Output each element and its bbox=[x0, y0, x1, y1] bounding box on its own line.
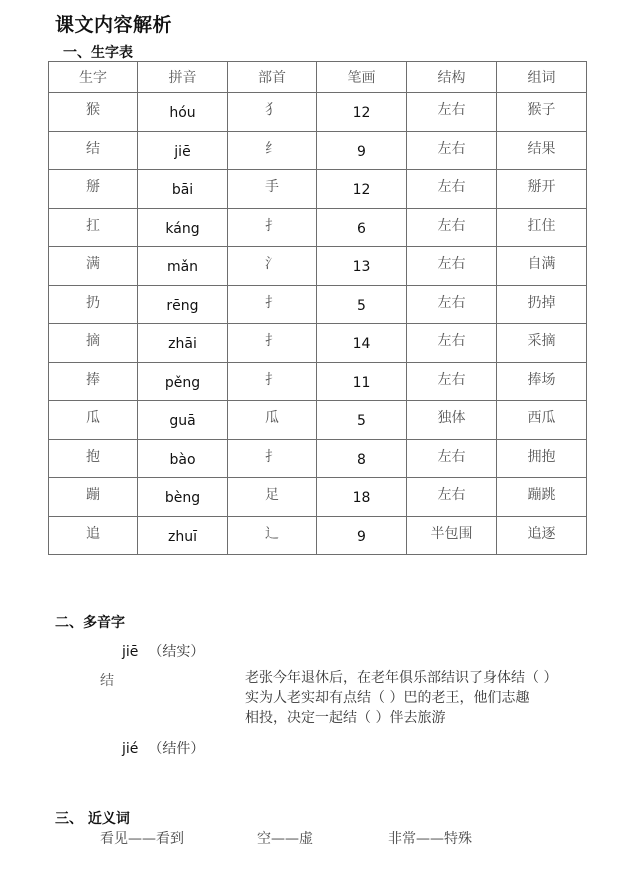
cell-structure: 左右 bbox=[407, 439, 497, 478]
cell-strokes: 12 bbox=[317, 93, 407, 132]
cell-pinyin: jiē bbox=[138, 131, 228, 170]
cell-structure: 左右 bbox=[407, 362, 497, 401]
polyphonic-reading-2 bbox=[122, 738, 204, 758]
table-row bbox=[49, 170, 587, 209]
cell-character: 满 bbox=[49, 247, 138, 286]
cell-strokes: 12 bbox=[317, 170, 407, 209]
sentence-line: 实为人老实却有点结（ ）巴的老王，他们志趣 bbox=[245, 690, 530, 706]
reading-example: （结实） bbox=[148, 644, 205, 660]
table-row bbox=[49, 478, 587, 517]
table-header-row bbox=[49, 62, 587, 93]
sentence-line: 老张今年退休后，在老年俱乐部结识了身体结（ ） bbox=[245, 670, 558, 686]
cell-character: 猴 bbox=[49, 93, 138, 132]
new-characters-table bbox=[48, 61, 587, 555]
section-heading-new-characters: 一、生字表 bbox=[63, 45, 133, 61]
cell-word: 追逐 bbox=[497, 516, 587, 555]
cell-structure: 左右 bbox=[407, 208, 497, 247]
cell-radical: 辶 bbox=[228, 516, 317, 555]
cell-structure: 左右 bbox=[407, 247, 497, 286]
reading-example: （结件） bbox=[148, 741, 205, 757]
table-row bbox=[49, 208, 587, 247]
cell-word: 拥抱 bbox=[497, 439, 587, 478]
synonym-pair: 空——虚 bbox=[257, 831, 313, 847]
reading-pinyin: jiē bbox=[122, 644, 139, 660]
cell-radical: 瓜 bbox=[228, 401, 317, 440]
cell-strokes: 8 bbox=[317, 439, 407, 478]
cell-radical: 扌 bbox=[228, 439, 317, 478]
cell-character: 抱 bbox=[49, 439, 138, 478]
cell-word: 扔掉 bbox=[497, 285, 587, 324]
synonym-pair: 看见——看到 bbox=[100, 831, 184, 847]
column-header-strokes: 笔画 bbox=[317, 62, 407, 93]
cell-radical: 扌 bbox=[228, 362, 317, 401]
cell-radical: 扌 bbox=[228, 324, 317, 363]
cell-word: 捧场 bbox=[497, 362, 587, 401]
cell-strokes: 9 bbox=[317, 516, 407, 555]
cell-structure: 左右 bbox=[407, 285, 497, 324]
polyphonic-reading-1 bbox=[122, 641, 204, 661]
cell-word: 猴子 bbox=[497, 93, 587, 132]
cell-structure: 左右 bbox=[407, 93, 497, 132]
cell-character: 蹦 bbox=[49, 478, 138, 517]
table-row bbox=[49, 131, 587, 170]
section-heading-synonyms: 三、 近义词 bbox=[55, 811, 130, 827]
cell-radical: 犭 bbox=[228, 93, 317, 132]
cell-pinyin: pěng bbox=[138, 362, 228, 401]
table-row bbox=[49, 362, 587, 401]
cell-pinyin: bào bbox=[138, 439, 228, 478]
cell-word: 采摘 bbox=[497, 324, 587, 363]
cell-pinyin: hóu bbox=[138, 93, 228, 132]
table-row bbox=[49, 401, 587, 440]
cell-strokes: 5 bbox=[317, 401, 407, 440]
column-header-radical: 部首 bbox=[228, 62, 317, 93]
cell-word: 蹦跳 bbox=[497, 478, 587, 517]
sentence-line: 相投，决定一起结（ ）伴去旅游 bbox=[245, 710, 446, 726]
cell-strokes: 9 bbox=[317, 131, 407, 170]
cell-character: 捧 bbox=[49, 362, 138, 401]
cell-structure: 左右 bbox=[407, 170, 497, 209]
cell-radical: 手 bbox=[228, 170, 317, 209]
cell-pinyin: káng bbox=[138, 208, 228, 247]
cell-structure: 半包围 bbox=[407, 516, 497, 555]
table-row bbox=[49, 439, 587, 478]
cell-word: 西瓜 bbox=[497, 401, 587, 440]
column-header-character: 生字 bbox=[49, 62, 138, 93]
cell-word: 自满 bbox=[497, 247, 587, 286]
cell-pinyin: zhāi bbox=[138, 324, 228, 363]
cell-word: 结果 bbox=[497, 131, 587, 170]
column-header-word: 组词 bbox=[497, 62, 587, 93]
table-row bbox=[49, 93, 587, 132]
polyphonic-character: 结 bbox=[100, 673, 114, 689]
cell-strokes: 11 bbox=[317, 362, 407, 401]
cell-strokes: 14 bbox=[317, 324, 407, 363]
table-row bbox=[49, 516, 587, 555]
cell-pinyin: bèng bbox=[138, 478, 228, 517]
cell-pinyin: bāi bbox=[138, 170, 228, 209]
cell-strokes: 6 bbox=[317, 208, 407, 247]
cell-pinyin: rēng bbox=[138, 285, 228, 324]
cell-radical: 纟 bbox=[228, 131, 317, 170]
cell-strokes: 5 bbox=[317, 285, 407, 324]
cell-radical: 扌 bbox=[228, 208, 317, 247]
section-heading-polyphonic: 二、多音字 bbox=[55, 615, 125, 631]
cell-structure: 独体 bbox=[407, 401, 497, 440]
polyphonic-exercise-sentence bbox=[245, 668, 595, 728]
table-row bbox=[49, 285, 587, 324]
table-row bbox=[49, 324, 587, 363]
table-row bbox=[49, 247, 587, 286]
cell-character: 扛 bbox=[49, 208, 138, 247]
cell-structure: 左右 bbox=[407, 478, 497, 517]
cell-radical: 氵 bbox=[228, 247, 317, 286]
cell-word: 扛住 bbox=[497, 208, 587, 247]
cell-radical: 足 bbox=[228, 478, 317, 517]
synonym-pair: 非常——特殊 bbox=[388, 831, 472, 847]
page-title: 课文内容解析 bbox=[55, 14, 173, 36]
cell-character: 结 bbox=[49, 131, 138, 170]
cell-character: 掰 bbox=[49, 170, 138, 209]
cell-word: 掰开 bbox=[497, 170, 587, 209]
cell-strokes: 18 bbox=[317, 478, 407, 517]
column-header-pinyin: 拼音 bbox=[138, 62, 228, 93]
cell-structure: 左右 bbox=[407, 131, 497, 170]
cell-pinyin: zhuī bbox=[138, 516, 228, 555]
cell-character: 摘 bbox=[49, 324, 138, 363]
cell-strokes: 13 bbox=[317, 247, 407, 286]
cell-pinyin: guā bbox=[138, 401, 228, 440]
cell-structure: 左右 bbox=[407, 324, 497, 363]
cell-character: 追 bbox=[49, 516, 138, 555]
column-header-structure: 结构 bbox=[407, 62, 497, 93]
cell-pinyin: mǎn bbox=[138, 247, 228, 286]
cell-radical: 扌 bbox=[228, 285, 317, 324]
reading-pinyin: jié bbox=[122, 741, 139, 757]
cell-character: 瓜 bbox=[49, 401, 138, 440]
cell-character: 扔 bbox=[49, 285, 138, 324]
